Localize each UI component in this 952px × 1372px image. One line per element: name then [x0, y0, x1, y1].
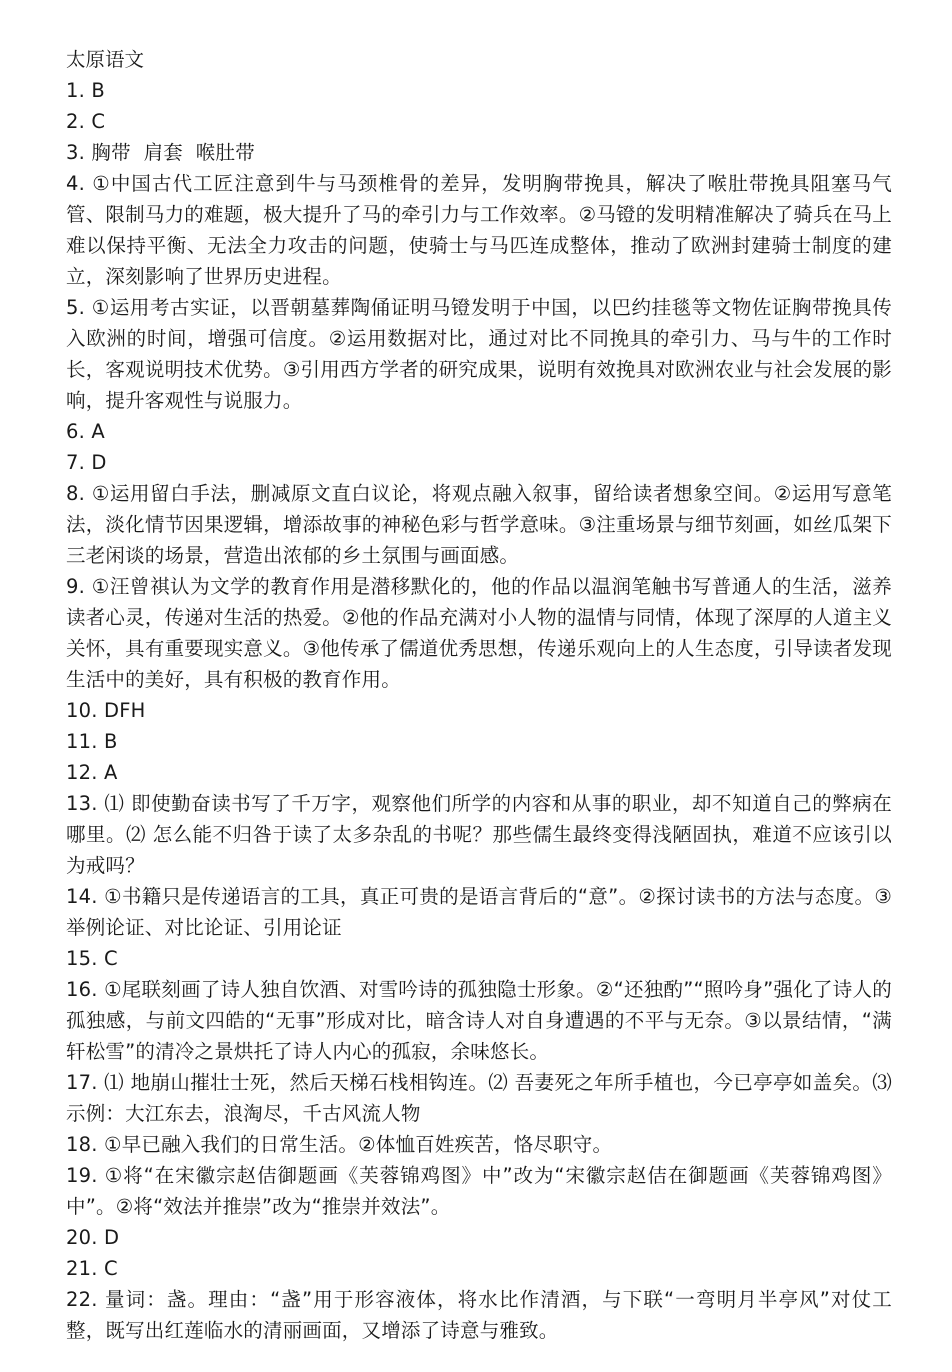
answer-9: 9. ①汪曾祺认为文学的教育作用是潜移默化的，他的作品以温润笔触书写普通人的生活，滋养读者心灵，传递对生活的热爱。②他的作品充满对小人物的温情与同情，体现了深厚的人道主义关怀，具有重要现实意义。③他传承了儒道优秀思想，传递乐观向上的人生态度，引导读者发现生活中的美好，具有积极的教育作用。 — [66, 575, 892, 691]
answer-3: 3. 胸带 肩套 喉肚带 — [66, 141, 255, 164]
answer-8: 8. ①运用留白手法，删减原文直白议论，将观点融入叙事，留给读者想象空间。②运用写意笔法，淡化情节因果逻辑，增添故事的神秘色彩与哲学意味。③注重场景与细节刻画，如丝瓜架下三老闲谈的场景，营造出浓郁的乡土氛围与画面感。 — [66, 482, 892, 567]
answer-20: 20. D — [66, 1226, 120, 1249]
answer-13: 13. ⑴ 即使勤奋读书写了千万字，观察他们所学的内容和从事的职业，却不知道自己的弊病在哪里。⑵ 怎么能不归咎于读了太多杂乱的书呢？那些儒生最终变得浅陋固执，难道不应该引以为戒吗？ — [66, 792, 892, 877]
document-title: 太原语文 — [66, 48, 145, 71]
answer-15: 15. C — [66, 947, 118, 970]
answer-14: 14. ①书籍只是传递语言的工具，真正可贵的是语言背后的“意”。②探讨读书的方法与态度。③举例论证、对比论证、引用论证 — [66, 885, 892, 939]
answer-17: 17. ⑴ 地崩山摧壮士死，然后天梯石栈相钩连。⑵ 吾妻死之年所手植也，今已亭亭如盖矣。⑶ 示例：大江东去，浪淘尽，千古风流人物 — [66, 1071, 892, 1125]
answer-sheet — [66, 44, 892, 1346]
answer-6: 6. A — [66, 420, 105, 443]
answer-12: 12. A — [66, 761, 118, 784]
answer-18: 18. ①早已融入我们的日常生活。②体恤百姓疾苦，恪尽职守。 — [66, 1133, 613, 1156]
answer-4: 4. ①中国古代工匠注意到牛与马颈椎骨的差异，发明胸带挽具，解决了喉肚带挽具阻塞马气管、限制马力的难题，极大提升了马的牵引力与工作效率。②马镫的发明精准解决了骑兵在马上难以保持平衡、无法全力攻击的问题，使骑士与马匹连成整体，推动了欧洲封建骑士制度的建立，深刻影响了世界历史进程。 — [66, 172, 892, 288]
answer-22: 22. 量词：盏。理由：“盏”用于形容液体，将水比作清酒，与下联“一弯明月半亭风”对仗工整，既写出红莲临水的清丽画面，又增添了诗意与雅致。 — [66, 1288, 892, 1342]
answer-19: 19. ①将“在宋徽宗赵佶御题画《芙蓉锦鸡图》中”改为“宋徽宗赵佶在御题画《芙蓉锦鸡图》中”。②将“效法并推崇”改为“推崇并效法”。 — [66, 1164, 892, 1218]
answer-10: 10. DFH — [66, 699, 146, 722]
answer-16: 16. ①尾联刻画了诗人独自饮酒、对雪吟诗的孤独隐士形象。②“还独酌”“照吟身”强化了诗人的孤独感，与前文四皓的“无事”形成对比，暗含诗人对自身遭遇的不平与无奈。③以景结情，“满轩松雪”的清冷之景烘托了诗人内心的孤寂，余味悠长。 — [66, 978, 892, 1063]
answer-1: 1. B — [66, 79, 105, 102]
answer-2: 2. C — [66, 110, 106, 133]
answer-21: 21. C — [66, 1257, 118, 1280]
answer-11: 11. B — [66, 730, 118, 753]
answer-5: 5. ①运用考古实证，以晋朝墓葬陶俑证明马镫发明于中国，以巴约挂毯等文物佐证胸带挽具传入欧洲的时间，增强可信度。②运用数据对比，通过对比不同挽具的牵引力、马与牛的工作时长，客观说明技术优势。③引用西方学者的研究成果，说明有效挽具对欧洲农业与社会发展的影响，提升客观性与说服力。 — [66, 296, 892, 412]
answer-7: 7. D — [66, 451, 107, 474]
